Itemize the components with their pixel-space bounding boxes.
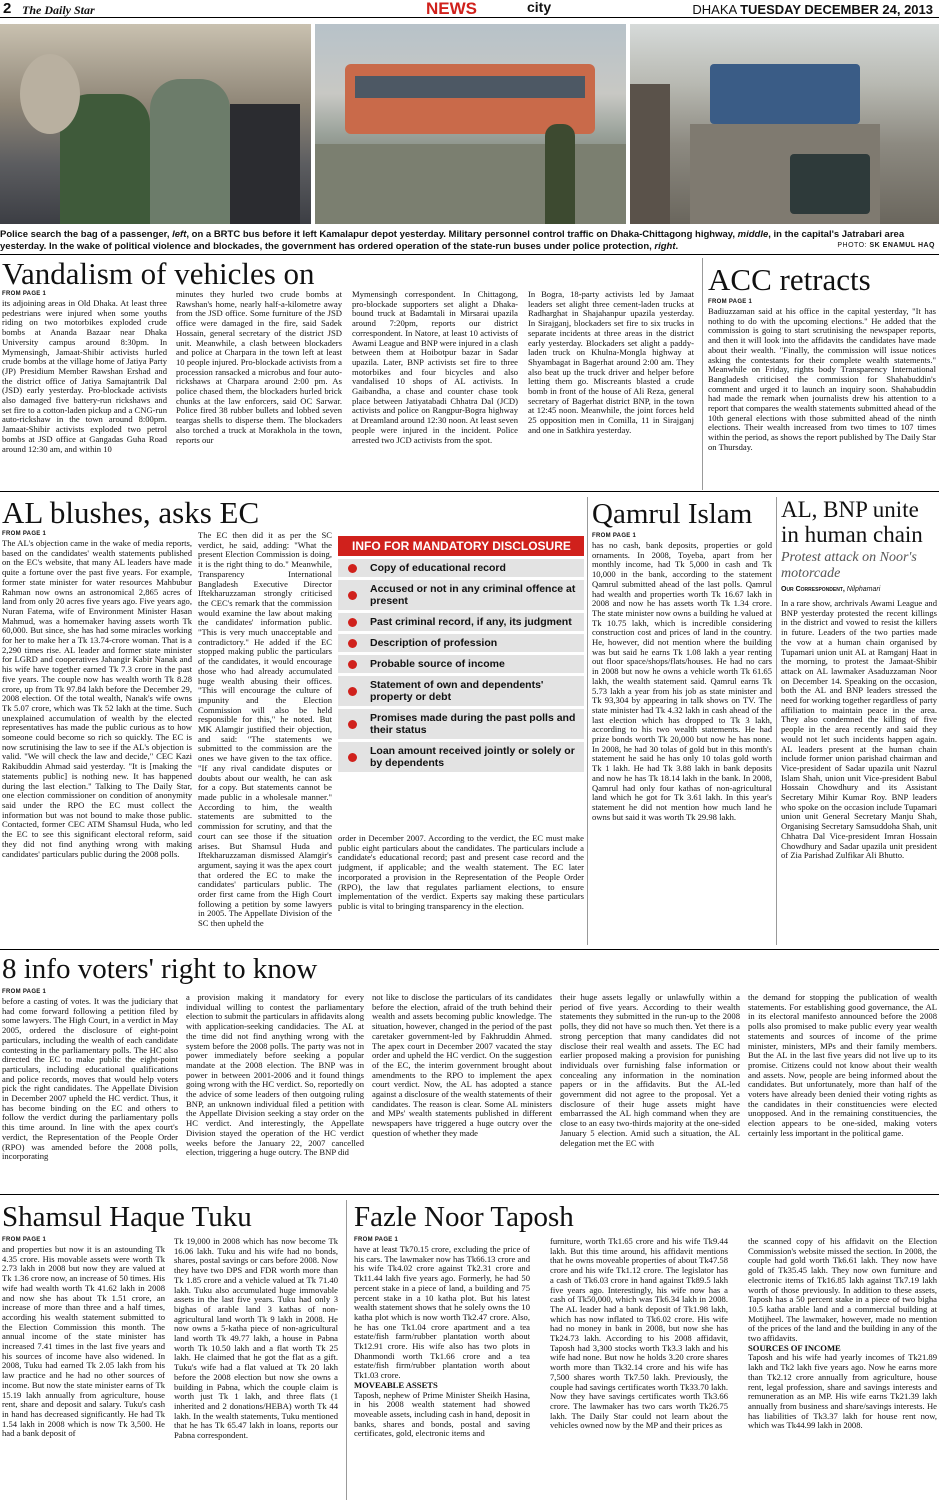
from-page-label: FROM PAGE 1 — [2, 989, 47, 995]
date-text: TUESDAY DECEMBER 24, 2013 — [740, 2, 933, 17]
issue-date — [692, 2, 933, 17]
section-label: NEWS — [426, 0, 477, 18]
headline-human-chain-1: AL, BNP unite — [781, 497, 919, 522]
article-column: has no cash, bank deposits, properties or gold ornaments. In 2008, Toyeba, apart from her monthly income, had Tk 5,000 in cash and Tk 10,000 in the bank, according to the statement Qamrul submitted ahead of the last polls. Qamrul had wealth and properties worth Tk 16.67 lakh in 2008 and now he has assets worth Tk 1.34 crore. The state minister now owns a building he valued at Tk 10.75 lakh, which is incredible considering construction cost and prices of land in the country. He, however, did not mention where the building was but said he earns Tk 1.08 lakh a year renting out floor space/shops/flats/houses. He had no cars in 2008 but now he owns a vehicle worth Tk 61.65 lakh, the wealth statement said. Qamrul earns Tk 5.73 lakh a year from his job as state minister and Tk 93,304 by appearing in talk shows on TV. The state minister had Tk 4.32 lakh in cash ahead of the last election which has dropped to Tk 3 lakh, according to his two wealth statements. He had prize bonds worth Tk 20,000 but now he has none. In 2008, he had 30 tolas of gold but in this month's statement he said he has only 10 tolas gold worth Tk 1 lakh. He had Tk 3.88 lakh in bank deposits and now he has Tk 18.14 lakh in the bank. In 2008, Qamrul had only four kathas of non-agricultural land which he got for Tk 3.61 lakh. In this year's statement he did not mention how much land he owns but said it was worth Tk 29.98 lakh. — [592, 541, 772, 822]
bullet-icon — [348, 660, 357, 669]
from-page-label: FROM PAGE 1 — [2, 531, 47, 537]
article-column: Mymensingh correspondent. In Chittagong, pro-blockade supporters set alight a Dhaka-bound truck at Badamtali in Mirsarai upazila around 7:20pm, reports our district correspondent. In Natore, at least 10 activists of Awami League and BNP were injured in a clash between them at Hoibotpur bazar in Sadar upazila. Later, BNP activists set fire to three motorbikes and four bicycles and also vandalised 10 shops of AL activists. In Gaibandha, a chase and counter chase took place between Jatiyatabadi Chhatra Dal (JCD) activists and police on Rangpur-Bogra highway at Dreamland around 12:30 noon. At least seven people were injured in the incident. Police arrested two JCD activists from the spot. — [352, 290, 518, 445]
headline-al-blushes: AL blushes, asks EC — [2, 495, 260, 530]
divider — [776, 497, 777, 945]
photo-credit — [837, 242, 935, 249]
headline-taposh: Fazle Noor Taposh — [354, 1201, 574, 1233]
info-box-mandatory-disclosure — [338, 536, 584, 824]
bullet-icon — [348, 687, 357, 696]
caption-part: . — [675, 241, 679, 252]
article-text: Taposh, nephew of Prime Minister Sheikh Hasina, in his 2008 wealth statement had showed moveable assets, including cash in hand, deposit in banks, shares and bonds, postal and saving certificates, gold, electronic items and — [354, 1389, 530, 1439]
caption-italic: right — [654, 241, 676, 252]
article-column: and properties but now it is an astounding Tk 4.35 crore. His movable assets were worth Tk 2.73 lakh in 2008 but now they are valued at Tk 1.36 crore now, an increase of 50 times. His wife had wealth worth Tk 41.62 lakh in 2008 and now she has about Tk 1.51 crore, an increase of more than three and a half times, according his wealth statement submitted to the Election Commission this month. The annual income of the state minister has increased 7.41 times in the last five years and his sources of income have also widened. In 2008, Tuku had earned Tk 2.05 lakh from his law practice and he had no other sources of income. But now the state minister earns of Tk 15.19 lakh annually from agriculture, house rent, share and deposit and salary. Tuku's cash in hand has decreased significantly. He had Tk 1.54 lakh in 2008 which is now Tk 3,500. He had a bank deposit of — [2, 1245, 165, 1439]
caption-part: , on a BRTC bus before it left Kamalapur depot yesterday. Military personnel control traffic on Dhaka-Chittagong highway, — [186, 229, 738, 240]
from-page-label: FROM PAGE 1 — [592, 533, 637, 539]
article-column: In a rare show, archrivals Awami League and BNP yesterday protested the recent killings in the district and vowed to resist the killers in future. Leaders of the two parties made the vow at a human chain organised by Tupamari union unit AL at Ramganj Haat in the morning, to protest the Jamaat-Shibir attack on AL lawmaker Asaduzzaman Noor on December 14. Speaking on the occasion, both the AL and BNP leaders stressed the need for working together regardless of party affiliation to maintain peace in the area. They also condemned the killing of five people in the area recently and said they would not let such incidents happen again. AL leaders present at the human chain include former union parishad chairman and Vice-president of Sadar upazila unit Nazrul Islam Shah, union unit Vice-president Babul Hossain Chowdhury and its Assistant Secretary Mihir Kumar Roy. BNP leaders who spoke on the occasion include Tupamari union unit General Secretary Manju Shah, Organising Secretary Samsuddoha Shah, unit Chhatra Dal Vice-president Imran Hossain Chowdhury and Sadar upazila unit president of Zia Parishad Zulfikar Ali Bhutto. — [781, 599, 937, 861]
subheadline: motorcade — [781, 566, 841, 581]
info-box-item-text: Past criminal record, if any, its judgment — [370, 616, 572, 628]
bullet-icon — [348, 564, 357, 573]
photo-state-buses — [630, 24, 939, 224]
article-column: furniture, worth Tk1.65 crore and his wife Tk9.44 lakh. But this time around, his affidavit mentions that he owns moveable properties of about Tk47.58 crore and his wife Tk1.12 crore. The legislator has a cash of Tk6.03 crore in hand against Tk89.5 lakh five years ago. Interestingly, his wife now has a cash of Tk50,000, which was Tk6.34 lakh in 2008. The AL leader had a bank deposit of Tk1.98 lakh, which has now inflated to Tk6.02 crore. His wife had no money in bank in 2008, but now she has Tk24.73 lakh. According to his 2008 affidavit, Taposh had 3,300 stocks worth Tk3.3 lakh and his wife had none. But now he holds 3.20 crore shares worth more than Tk32.14 crore and his wife has 7,500 shares worth Tk7.50 lakh. Previously, the couple had savings certificates worth Tk33.70 lakh. Now they have savings certificates worth Tk3.66 crore. The lawmaker has two cars worth Tk26.75 lakh. The Daily Star could not learn about the vehicles owned now by the MP and their prices as — [550, 1237, 728, 1431]
info-box-item — [338, 634, 584, 652]
article-column: its adjoining areas in Old Dhaka. At least three pedestrians were injured when some youths riding on two motorbikes exploded crude bombs at Ananda Bazaar near Dhaka University campus around 8:30pm. In Mymensingh, Jamaat-Shibir activists hurled crude bombs at the village home of Jatiya Party (JP) Presidium Member Rawshan Ershad and the district office of Jatiya Samajtantrik Dal (JSD) early yesterday. Pro-blockade activists also damaged five battery-run rickshaws and set fire to a cotton-laden pickup and a CNG-run auto-rickshaw in the town around 8:00pm. Jamaat-Shibir activists exploded two petrol bombs at JSD office at Gangadas Guha Road around 12:30 am, and within 10 — [2, 299, 167, 454]
info-box-item-text: Promises made during the past polls and their status — [370, 712, 576, 736]
subheadline: Protest attack on Noor's — [781, 550, 917, 565]
article-column — [354, 1245, 530, 1497]
article-column: The AL's objection came in the wake of media reports, based on the candidates' wealth statements published on the EC's website, that many AL leaders have made quite a fortune over the past five years. For example, former state minister for water resources Mahbubur Rahman now owns an astronomical 2,865 acres of land from only 20 acres five years ago. Five years ago, Nuran Fatema, wife of Environment Minister Hasan Mahmud, was a homemaker having assets worth Tk 60,000. But since, she has had some miracles working for her to make her a Tk 13.74-crore woman. That is a 2,290 times rise. AL leader and former state minister for LGRD and cooperatives Jahangir Kabir Nanak and his wife have together earned Tk 7.3 crore in the past five years. The couple now has wealth worth Tk 8.28 crore, up from Tk 97.84 lakh before the December 29, 2008 election. Of the total wealth, Nanak's wife owns Tk 5.07 crore, which was Tk 52 lakh at the time. Such unexplained accumulation of wealth by the elected representatives has made the public curious as to how someone could become so rich so quickly. The EC is now scrutinising the law to see if the AL's objection is valid. "We will check the law and decide," CEC Kazi Rakibuddin Ahmad said yesterday. "It is [making the statements public] is nothing new. It has happened during the last election." Talking to The Daily Star, one election commissioner on condition of anonymity said under the RPO the EC must collect the information but was not bound to make those public. Contacted, former CEC ATM Shamsul Huda, who led the EC to see this significant electoral reform, said they did not find anything wrong with making candidates' particulars public during the 2008 polls. — [2, 539, 192, 859]
page-number: 2 — [3, 0, 12, 17]
headline-tuku: Shamsul Haque Tuku — [2, 1201, 252, 1233]
info-box-item-text: Description of profession — [370, 637, 498, 649]
bullet-icon — [348, 591, 357, 600]
divider — [0, 254, 939, 255]
info-box-title: INFO FOR MANDATORY DISCLOSURE — [338, 536, 584, 556]
caption-italic: middle — [737, 229, 769, 240]
article-column: minutes they hurled two crude bombs at Rawshan's home, nearly half-a-kilometre away from the JSD office. Some furniture of the JSD office were damaged in the fire, said Sadek Hossain, general secretary of the district JSD unit. Meanwhile, a clash between blockaders and police at Charpara in the town left at least 10 people injured. Pro-blockade activists from a procession ransacked a microbus and four auto-rickshaws at Charpara around 2:00 pm. As police chased them, the blockaders hurled brick chunks at the law enforcers, said OC Sarwar. Police fired 38 rubber bullets and lobbed seven teargas shells to disperse them. The blockaders also torched a truck at Morakhola in the town, reports our — [176, 290, 342, 445]
article-column: not like to disclose the particulars of its candidates before the election, afraid of the truth behind their wealth and assets becoming public knowledge. The situation, however, changed in the period of the past caretaker government-led by Fakhruddin Ahmed. The apex court in December 2007 vacated the stay order and upheld the HC verdict. On the suggestion of the EC, the interim government brought about amendments to the RPO to implement the apex court verdict. Now, the AL has adopted a stance against a disclosure of the wealth statements of their candidates. The reason is clear. Some AL ministers and MPs' wealth statements published in different newspapers have triggered a huge outcry over the question of whether they made — [372, 993, 552, 1138]
article-column: before a casting of votes. It was the judiciary that had come forward following a petition filed by some lawyers. The High Court, in a verdict in May 2005, ordered the disclosure of eight-point particulars, including the wealth of each candidate contesting in the parliamentary polls. The HC also directed the EC to make public the eight-point particulars, including educational qualifications and police records, moves that would help voters pick the right candidates. The Appellate Division in December 2007 upheld the HC verdict. Thus, it has become binding on the EC and others to follow the verdict during the parliamentary polls this time around. In line with the apex court's verdict, the Representation of the People Order (RPO) was amended before the 2008 polls, incorporating — [2, 997, 178, 1162]
credit-label: PHOTO: — [837, 242, 868, 249]
section-subhead: SOURCES OF INCOME — [748, 1342, 841, 1353]
caption-italic: left — [172, 229, 187, 240]
info-box-item-text: Copy of educational record — [370, 562, 506, 574]
info-box-item — [338, 613, 584, 631]
divider — [0, 491, 939, 492]
headline-human-chain-2: in human chain — [781, 522, 923, 547]
info-box-item — [338, 655, 584, 673]
info-box-item — [338, 580, 584, 610]
caption-part: Police search the bag of a passenger, — [0, 229, 173, 240]
headline-qamrul: Qamrul Islam — [592, 498, 753, 530]
article-column: Badiuzzaman said at his office in the capital yesterday, "It has nothing to do with the upcoming elections." He added that the commission is going to start scrutinising the newspaper reports, and then it will look into the affidavits the candidates have made about their wealth. "Finally, the commission will issue notices asking the contestants for their complete wealth statements." Meanwhile on Friday, rights body Transparency International Bangladesh criticised the commission for Shahabuddin's comment and urged it to launch an inquiry soon. Shahabuddin had made the remark when journalists drew his attention to a report that compares the wealth statements submitted ahead of the 10th general elections with those submitted ahead of the ninth elections. Their wealth increased from two times to 107 times within the period, as shows the report published by The Daily Star on Thursday. — [708, 307, 936, 452]
divider — [702, 258, 703, 490]
from-page-label: FROM PAGE 1 — [2, 1237, 47, 1243]
article-column: a provision making it mandatory for every individual willing to contest the parliamentary election to submit the particulars in affidavits along with application-seeking candidacies. The AL at the time did not find anything wrong with the system before the 2008 polls. The party was not in power immediately before seeking a popular mandate at the 2008 election. The BNP was in power in between 2001-2006 and it found things going wrong with the HC verdict. So, reportedly on the advice of some leaders of then outgoing ruling BNP, an unknown individual filed a petition with the Appellate Division seeking a stay order on the HC verdict. And interestingly, the Appellate Division stayed the operation of the HC verdict weeks before the January 22, 2007 cancelled election, triggering a huge outcry. The BNP did — [186, 993, 364, 1158]
section-right-label: city — [527, 0, 552, 15]
credit-name: SK ENAMUL HAQ — [869, 242, 935, 249]
article-text: the scanned copy of his affidavit on the Election Commission's website missed the section. In 2008, the couple had gold worth Tk6.61 lakh. They now have gold of Tk35.45 lakh. They now own furniture and electronic items of Tk16.85 lakh against Tk7.19 lakh worth of those previously. In addition to these assets, Taposh has a 50 percent stake in a piece of two bigha 10.5 katha arable land and a commercial building at Motijheel. The lawmaker, however, made no mention of the prices of the land and the building in any of the two affidavits. — [748, 1237, 937, 1344]
info-box-item — [338, 709, 584, 739]
article-text: have at least Tk70.15 crore, excluding the price of his cars. The lawmaker now has Tk66.13 crore and his wife Tk4.02 crore against Tk2.31 crore and Tk11.44 lakh five years ago. Formerly, he had 50 percent stake in a piece of land, a building and 75 percent stake in a 10 katha plot. But his latest wealth statement shows that he solely owns the 10 katha plot which is now worth Tk2.47 crore. Also, he has one Tk1.04 crore apartment and a tea estate/fish farm/rubber plantation worth about Tk12.91 crore. His wife also has two plots in Dhanmondi worth Tk1.66 crore and a tea estate/fish firm/rubber plantation worth about Tk1.03 crore. — [354, 1245, 530, 1381]
divider — [0, 949, 939, 950]
byline-author: Our Correspondent, — [781, 586, 845, 593]
info-box-item — [338, 559, 584, 577]
from-page-label: FROM PAGE 1 — [2, 291, 47, 297]
masthead — [0, 0, 939, 18]
headline-acc: ACC retracts — [708, 262, 871, 297]
photo-police-search — [0, 24, 311, 224]
article-column: In Bogra, 18-party activists led by Jamaat leaders set alight three cement-laden trucks at Radharghat in Shajahanpur upazila yesterday. In Sirajganj, blockaders set fire to six trucks in separate incidents at three areas in the district early yesterday. Blockaders set alight a paddy-laden truck on Khulna-Mongla highway at Shyambagat in Bagerhat around 2:00 am. They also beat up the truck driver and helper before letting them go. Miscreants blasted a crude bomb in front of the house of Ali Reza, general secretary of Bagerhat district BNP, in the town at 12:45 noon. Meanwhile, the joint forces held 25 opposition men in Comilla, 11 in Sirajganj and one in Satkhira yesterday. — [528, 290, 694, 435]
bullet-icon — [348, 720, 357, 729]
headline-vandalism: Vandalism of vehicles on — [2, 256, 315, 291]
headline-info-voters: 8 info voters' right to know — [2, 953, 318, 985]
bullet-icon — [348, 639, 357, 648]
article-column: Tk 19,000 in 2008 which has now become Tk 16.06 lakh. Tuku and his wife had no bonds, shares, postal savings or cars before 2008. Now they have two DPS and FDR worth more than Tk 1.85 crore and a vehicle valued at Tk 71.40 lakh. Tuku also accumulated huge immovable assets in the last five years. Tuku had only 3 bighas of arable land 3 kathas of non-agricultural land worth Tk 9 lakh in 2008. He now owns a 5-katha piece of non-agricultural land worth Tk 49.77 lakh, a house in Pabna worth Tk 10.50 lakh and a flat worth Tk 25 lakh. He claimed that he got the flat as a gift. Tuku's wife had a flat valued at Tk 20 lakh before the 2008 election but now she owns a building in Pabna, which the couple claim is worth just Tk 1 lakh, and three flats (1 inherited and 2 donations/HEBA) worth Tk 44 lakh. In the wealth statements, Tuku mentioned that he has Tk 65.47 lakh in loans, reports our Pabna correspondent. — [174, 1237, 338, 1441]
section-subhead: MOVEABLE ASSETS — [354, 1379, 438, 1390]
photo-military-traffic — [315, 24, 626, 224]
article-column — [748, 1237, 937, 1497]
divider — [0, 1194, 939, 1195]
info-box-item-text: Loan amount received jointly or solely or by dependents — [370, 745, 575, 769]
byline — [781, 586, 880, 593]
caption-part: , in the capital's Jatrabari area yesterday. In the wake of political violence and blockades, the government has ordered operation of the state-run buses under police protection, — [0, 229, 905, 252]
bullet-icon — [348, 753, 357, 762]
byline-location: Nilphamari — [846, 586, 881, 593]
divider — [587, 497, 588, 945]
divider — [346, 1200, 347, 1500]
article-column: their huge assets legally or unlawfully within a period of five years. According to their wealth statements they submitted in the run-up to the 2008 polls, they did not have so much then. Yet there is a strong perception that many candidates did not disclose their real wealth and assets. The EC had earlier proposed making a provision for punishing individuals over furnishing false information or concealing any information in the nomination papers or in the affidavits. But the AL-led government did not agree to the proposal. Yet a disclosure of their huge assets might have embarrassed the AL high command when they are close to an easy two-thirds majority at the one-sided January 5 election. Amid such a situation, the AL delegation met the EC with — [560, 993, 740, 1148]
paper-name: The Daily Star — [22, 3, 95, 17]
info-box-item-text: Statement of own and dependents' property or debt — [370, 679, 544, 703]
bullet-icon — [348, 618, 357, 627]
article-column: The EC then did it as per the SC verdict, he said, adding: "What the present Election Commission is doing, it is the right thing to do." Meanwhile, Transparency International Bangladesh Executive Director Iftekharuzzaman strongly criticised the CEC's remark that the commission would examine the law about making the candidates' information public. "This is very much unacceptable and contradictory." He added if the EC stopped making public the particulars of the candidates, it would encourage those who had already accumulated huge wealth abusing their offices. "This will encourage the culture of impunity and the Election Commission will also be held responsible for this," he noted. But MK Alamgir justified their objection, and said: "The statements we submitted to the commission are the ones we have given to the tax office. "If any rival candidate disputes or doubts about our wealth, he can ask for a copy. But statements cannot be made public in a wholesale manner." According to him, the wealth statements are submitted to the commission for scrutiny, and that the court can see those if the situation arises. But Shamsul Huda and Iftekharuzzaman dismissed Alamgir's argument, saying it was the apex court that ordered the EC to make the candidates' particulars public. The order first came from the High Court following a petition by some lawyers in 2005. The Appellate Division of the SC then upheld the — [198, 531, 332, 929]
info-box-item-text: Probable source of income — [370, 658, 505, 670]
photo-caption — [0, 229, 939, 253]
article-column: the demand for stopping the publication of wealth statements. For establishing good governance, the AL in its electoral manifesto announced before the 2008 polls also promised to make public every year wealth statements and sources of income of the prime minister, ministers, MPs and their family members. But the AL in the last five years did not live up to its promise. Citizens could not know about their wealth and assets. Now, people are being informed about the candidates. But unfortunately, more than half of the voters have already been denied their voting rights as the candidates in their constituencies were elected unopposed. And in the remaining constituencies, the election appears to be one-sided, making voters certainly less important in the political game. — [748, 993, 937, 1138]
from-page-label: FROM PAGE 1 — [354, 1237, 399, 1243]
date-city: DHAKA — [692, 2, 737, 17]
article-text: Taposh and his wife had yearly incomes of Tk21.89 lakh and Tk2 lakh five years ago. Now he earns more than Tk2.12 crore annually from agriculture, house rent, legal profession, share and savings interests and remuneration as an MP. His wife earns Tk21.39 lakh annually from business and share/savings interests. He has liabilities of Tk3.37 lakh for house rent now, which was Tk44.99 lakh in 2008. — [748, 1352, 937, 1431]
article-column: order in December 2007. According to the verdict, the EC must make public eight particulars about the candidates. The particulars include a candidate's educational record; past and present case record and the judgment, if applicable; and the wealth statement. The EC later incorporated a provision in the Representation of the People Order (RPO), the law that regulates parliament elections, to ensure implementation of the verdict. Experts say making these particulars public is vital to bringing transparency in the election. — [338, 834, 584, 911]
from-page-label: FROM PAGE 1 — [708, 299, 753, 305]
info-box-item — [338, 676, 584, 706]
info-box-item-text: Accused or not in any criminal offence at present — [370, 583, 576, 607]
info-box-item — [338, 742, 584, 772]
